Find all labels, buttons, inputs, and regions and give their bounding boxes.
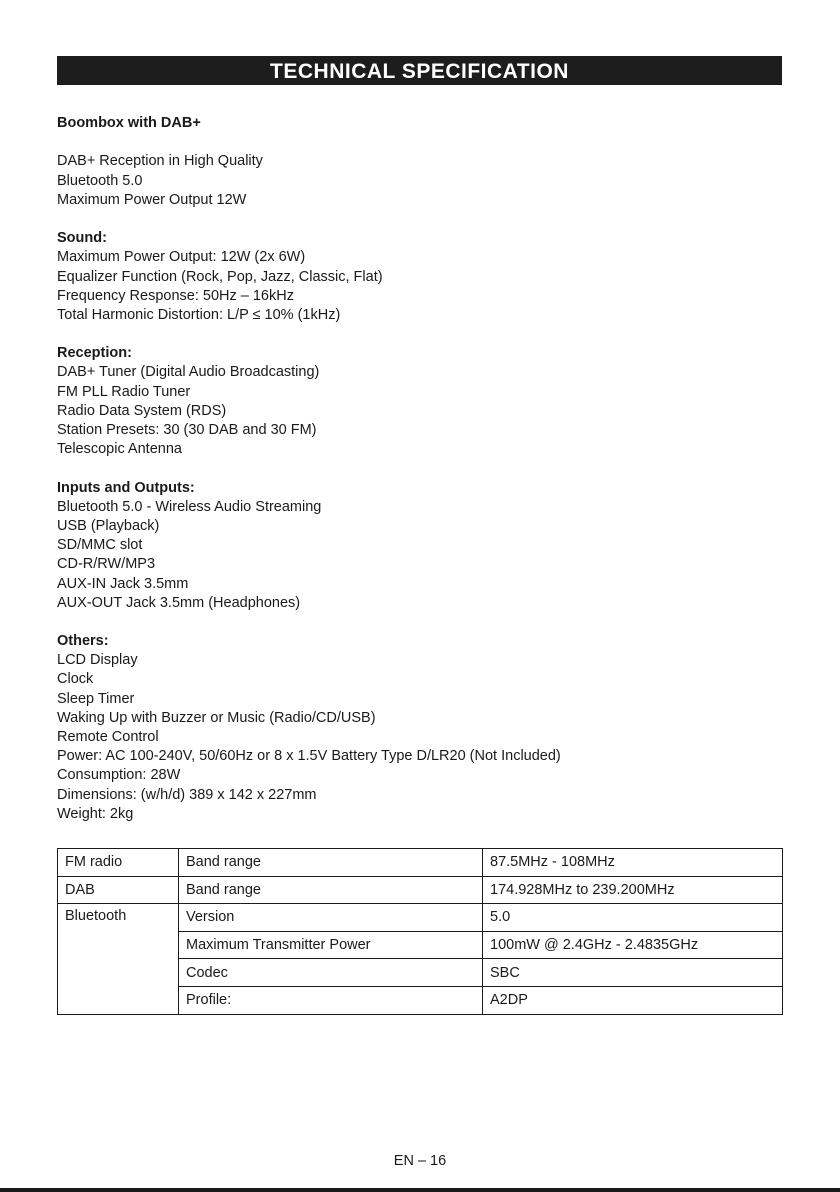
section-sound <box>57 229 782 325</box>
table-cell-value: SBC <box>483 959 783 987</box>
table-cell-param: Band range <box>179 876 483 904</box>
spec-line: Weight: 2kg <box>57 805 134 822</box>
product-name: Boombox with DAB+ <box>57 115 201 131</box>
spec-line: Radio Data System (RDS) <box>57 402 227 419</box>
bottom-rule <box>0 1188 840 1192</box>
spec-line: Station Presets: 30 (30 DAB and 30 FM) <box>57 422 317 438</box>
spec-line: Frequency Response: 50Hz – 16kHz <box>57 287 294 304</box>
spec-line: FM PLL Radio Tuner <box>57 383 191 400</box>
spec-line: AUX-IN Jack 3.5mm <box>57 575 189 592</box>
table-cell-param: Profile: <box>179 986 483 1014</box>
section-inputs-outputs <box>57 479 782 613</box>
page-title: TECHNICAL SPECIFICATION <box>57 56 782 85</box>
table-cell-name: FM radio <box>58 849 179 877</box>
table-cell-param: Version <box>179 904 483 932</box>
table-cell-value: 100mW @ 2.4GHz - 2.4835GHz <box>483 931 783 959</box>
spec-line: Clock <box>57 671 94 688</box>
spec-line: Total Harmonic Distortion: L/P ≤ 10% (1kHz) <box>57 306 341 323</box>
spec-line: Dimensions: (w/h/d) 389 x 142 x 227mm <box>57 786 317 803</box>
table-cell-value: 174.928MHz to 239.200MHz <box>483 876 783 904</box>
section-heading: Inputs and Outputs: <box>57 479 195 496</box>
spec-line: Sleep Timer <box>57 690 135 707</box>
section-heading: Sound: <box>57 230 107 247</box>
section-heading: Others: <box>57 633 109 650</box>
table-cell-param: Maximum Transmitter Power <box>179 931 483 959</box>
spec-line: Remote Control <box>57 729 159 745</box>
table-cell-value: 5.0 <box>483 904 783 932</box>
spec-line: Waking Up with Buzzer or Music (Radio/CD/USB) <box>57 709 376 726</box>
spec-line: AUX-OUT Jack 3.5mm (Headphones) <box>57 594 301 611</box>
table-cell-value: 87.5MHz - 108MHz <box>483 849 783 877</box>
spec-line: LCD Display <box>57 652 138 669</box>
spec-line: Telescopic Antenna <box>57 441 182 458</box>
table-row <box>58 849 783 877</box>
table-row <box>58 904 783 932</box>
table-cell-name: DAB <box>58 876 179 904</box>
intro-line: DAB+ Reception in High Quality <box>57 153 263 170</box>
section-reception <box>57 344 782 459</box>
spec-content <box>57 114 782 824</box>
spec-line: Power: AC 100-240V, 50/60Hz or 8 x 1.5V Battery Type D/LR20 (Not Included) <box>57 748 561 765</box>
table-cell-param: Codec <box>179 959 483 987</box>
spec-line: CD-R/RW/MP3 <box>57 556 156 573</box>
table-cell-value: A2DP <box>483 986 783 1014</box>
spec-line: SD/MMC slot <box>57 537 143 554</box>
intro-line: Bluetooth 5.0 <box>57 172 143 189</box>
spec-line: USB (Playback) <box>57 517 160 534</box>
spec-line: Equalizer Function (Rock, Pop, Jazz, Classic, Flat) <box>57 268 383 285</box>
page-number: EN – 16 <box>393 1153 447 1169</box>
spec-line: DAB+ Tuner (Digital Audio Broadcasting) <box>57 364 320 381</box>
spec-line: Consumption: 28W <box>57 767 181 784</box>
spec-line: Bluetooth 5.0 - Wireless Audio Streaming <box>57 498 322 515</box>
spec-table <box>57 848 783 1015</box>
spec-line: Maximum Power Output: 12W (2x 6W) <box>57 249 306 266</box>
section-heading: Reception: <box>57 345 132 362</box>
table-cell-param: Band range <box>179 849 483 877</box>
intro-line: Maximum Power Output 12W <box>57 191 247 208</box>
section-others <box>57 632 782 824</box>
table-cell-name: Bluetooth <box>58 904 179 1014</box>
table-row <box>58 876 783 904</box>
